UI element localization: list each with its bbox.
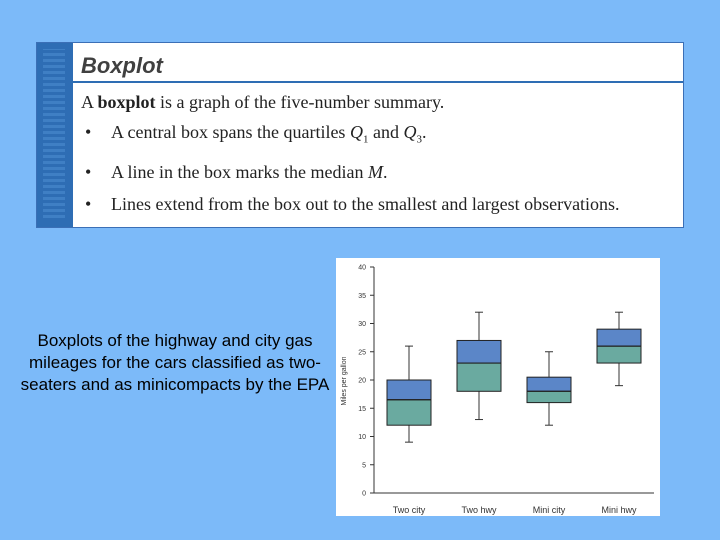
category-label: Mini hwy [601,505,637,515]
y-tick-label: 20 [358,377,366,385]
definition-title-bar [73,43,683,83]
y-tick-label: 0 [362,490,366,498]
y-tick-label: 30 [358,321,366,328]
category-label: Two hwy [461,505,497,515]
y-tick-label: 40 [358,264,366,272]
boxplot-chart [336,258,660,516]
box-upper-half [597,329,641,346]
box-lower-half [597,346,641,363]
y-tick-label: 10 [358,434,366,441]
bullet-quartiles: • A central box spans the quartiles $Q_1$ and $Q_3$. [81,121,675,151]
box-upper-half [457,340,501,363]
bullet-whiskers: • Lines extend from the box out to the smallest and largest observations. [81,193,675,215]
box-upper-half [387,380,431,400]
box-lower-half [527,391,571,402]
definition-bullets [81,121,675,215]
definition-title: Boxplot [81,53,163,78]
box-lower-half [457,363,501,391]
box-lower-half [387,400,431,425]
definition-intro: A boxplot is a graph of the five-number summary. [81,92,445,112]
category-label: Two city [392,505,426,515]
y-tick-label: 35 [358,292,366,300]
y-tick-label: 15 [358,405,366,413]
intro-bold-keyword: boxplot [97,92,156,112]
definition-content [81,91,675,225]
y-tick-label: 25 [358,349,366,357]
category-label: Mini city [532,505,566,515]
boxplot-definition-panel [36,42,684,228]
y-tick-label: 5 [362,462,366,470]
box-upper-half [527,377,571,391]
chart-caption: Boxplots of the highway and city gas mileages for the cars classified as two-seaters and as minicompacts by the EPA [20,331,330,394]
boxplot-chart-panel [336,258,660,516]
decorative-stripe [37,43,73,227]
y-axis-label: Miles per gallon [341,356,348,406]
bullet-median: • A line in the box marks the median M. [81,161,675,183]
